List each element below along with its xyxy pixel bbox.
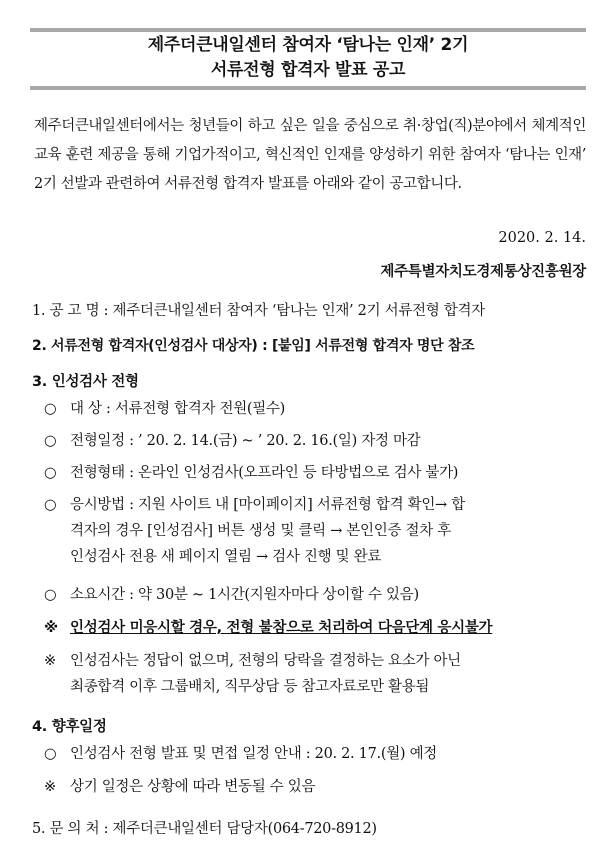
reference-mark-icon: ※	[44, 620, 58, 636]
title-top-rule	[30, 28, 586, 32]
section-4-note-text: 상기 일정은 상황에 따라 변동될 수 있음	[70, 779, 316, 795]
section-1-text: : 제주더큰내일센터 참여자 ‘탐나는 인재’ 2기 서류전형 합격자	[99, 303, 485, 319]
section-4-item-text: 인성검사 전형 발표 및 면접 일정 안내 : 20. 2. 17.(월) 예정	[70, 746, 437, 762]
section-3-warning-note	[44, 617, 492, 639]
section-4-item	[44, 743, 437, 765]
section-3-info-note	[44, 650, 461, 672]
section-3-item-text: 전형형태 : 온라인 인성검사(오프라인 등 타방법으로 검사 불가)	[70, 465, 459, 481]
section-3-item	[44, 584, 419, 606]
section-3-item-continuation: 격자의 경우 [인성검사] 버튼 생성 및 클릭 → 본인인증 절차 후	[70, 523, 451, 539]
section-3-item-text: 대 상 : 서류전형 합격자 전원(필수)	[70, 401, 286, 417]
section-5	[32, 818, 377, 840]
issuing-organization: 제주특별자치도경제통상진흥원장	[380, 264, 586, 280]
section-3-head: 3. 인성검사 전형	[32, 374, 139, 390]
title-line-2: 서류전형 합격자 발표 공고	[210, 60, 406, 80]
circle-bullet-icon: ○	[44, 746, 57, 762]
section-3-item-text: 응시방법 : 지원 사이트 내 [마이페이지] 서류전형 합격 확인→ 합	[70, 497, 465, 513]
section-5-head: 5. 문 의 처	[32, 821, 100, 837]
title-bottom-rule	[30, 86, 586, 90]
intro-paragraph: 제주더큰내일센터에서는 청년들이 하고 싶은 일을 중심으로 취·창업(직)분야에서 체계적인 교육 훈련 제공을 통해 기업가적이고, 혁신적인 인재를 양성하기 위한 참여자 ‘탐나는 인재’ 2기 선발과 관련하여 서류전형 합격자 발표를 아래와 같이 공고합니다.	[34, 118, 586, 192]
section-3-item	[44, 430, 420, 452]
section-3-item	[44, 494, 465, 516]
circle-bullet-icon: ○	[44, 587, 57, 603]
circle-bullet-icon: ○	[44, 465, 57, 481]
reference-mark-icon: ※	[44, 779, 56, 795]
circle-bullet-icon: ○	[44, 497, 57, 513]
section-3-item	[44, 462, 458, 484]
notice-date: 2020. 2. 14.	[498, 230, 586, 246]
section-1	[32, 300, 485, 322]
section-2-head: 2. 서류전형 합격자(인성검사 대상자) : [붙임] 서류전형 합격자 명단 참조	[32, 338, 475, 354]
section-3-item-text: 소요시간 : 약 30분 ~ 1시간(지원자마다 상이할 수 있음)	[70, 587, 419, 603]
info-note-text: 인성검사는 정답이 없으며, 전형의 당락을 결정하는 요소가 아닌	[70, 653, 461, 669]
section-4-note	[44, 776, 315, 798]
section-3-item-text: 전형일정 : ’ 20. 2. 14.(금) ~ ’ 20. 2. 16.(일) 자정 마감	[70, 433, 421, 449]
section-5-text: : 제주더큰내일센터 담당자(064-720-8912)	[99, 821, 377, 837]
info-note-continuation: 최종합격 이후 그룹배치, 직무상담 등 참고자료로만 활용됨	[70, 679, 430, 695]
title-line-1: 제주더큰내일센터 참여자 ‘탐나는 인재’ 2기	[147, 35, 469, 55]
circle-bullet-icon: ○	[44, 433, 57, 449]
section-3-item	[44, 398, 285, 420]
section-3-item-continuation: 인성검사 전용 새 페이지 열림 → 검사 진행 및 완료	[70, 549, 382, 565]
section-4-head: 4. 향후일정	[32, 719, 107, 735]
circle-bullet-icon: ○	[44, 401, 57, 417]
warning-note-text: 인성검사 미응시할 경우, 전형 불참으로 처리하여 다음단계 응시불가	[70, 620, 493, 636]
reference-mark-icon: ※	[44, 653, 56, 669]
section-1-head: 1. 공 고 명	[32, 303, 100, 319]
notice-title	[30, 33, 586, 83]
